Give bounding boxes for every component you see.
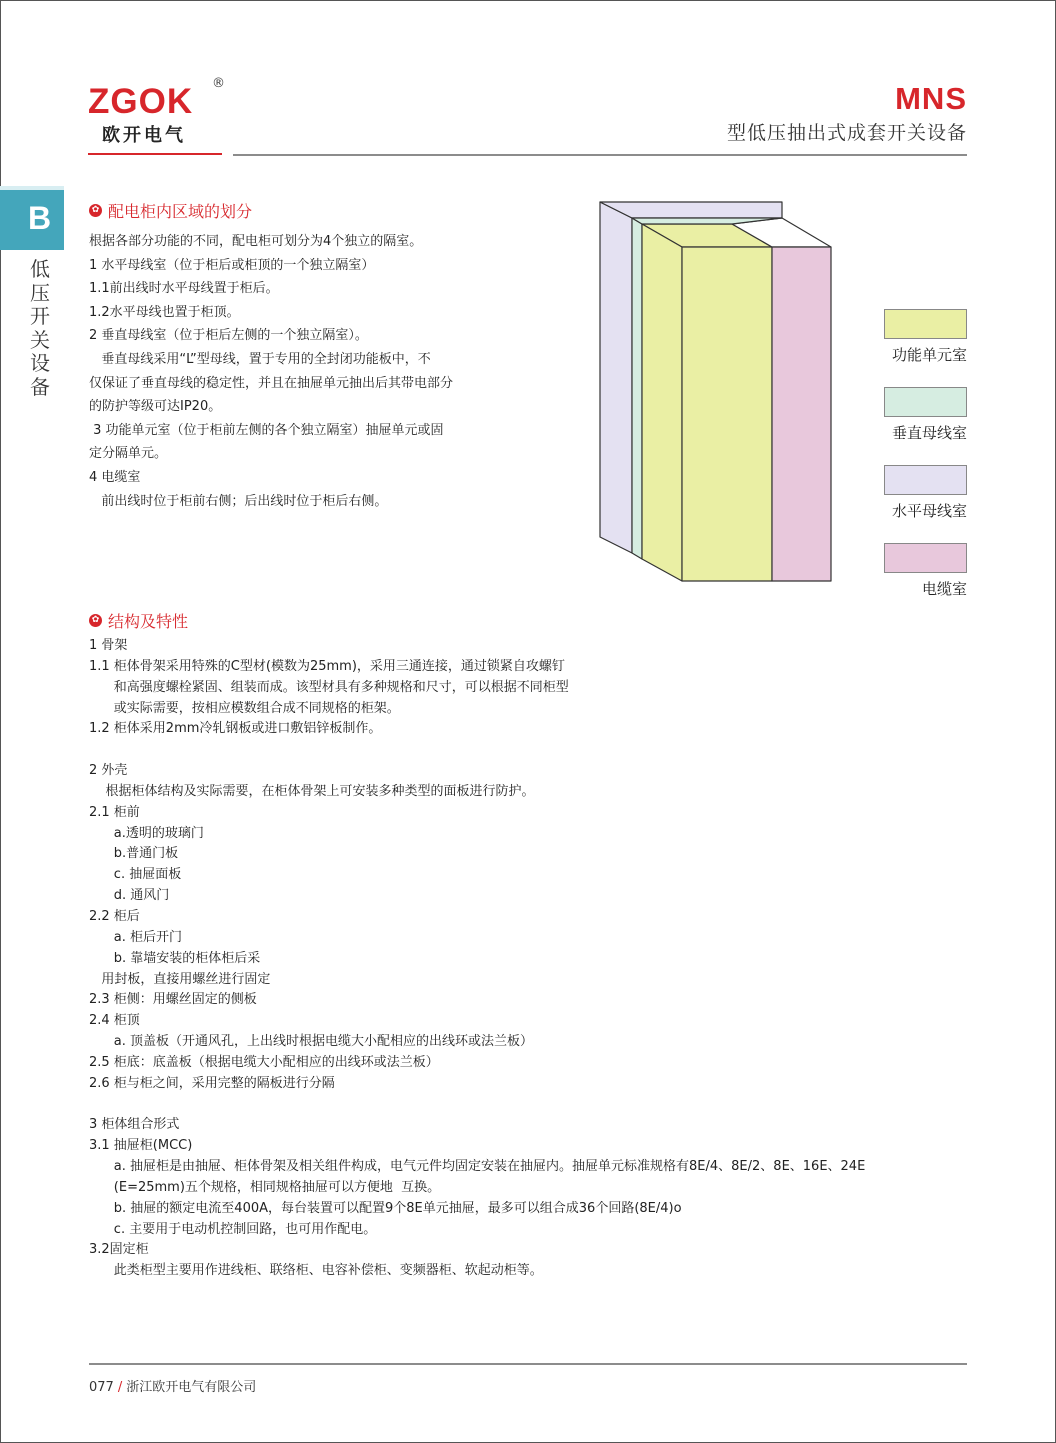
- text-line: 定分隔单元。: [89, 446, 168, 462]
- legend-horizontal-busbar: [876, 465, 972, 521]
- section-heading-structure: [89, 609, 188, 632]
- functional-unit-side: [642, 224, 682, 581]
- legend-label: 功能单元室: [891, 346, 967, 364]
- page-number: 077: [89, 1380, 114, 1395]
- side-tab-letter: B: [0, 190, 64, 250]
- text-line: a.透明的玻璃门: [89, 825, 204, 841]
- text-line: 1.2 柜体采用2mm冷轧钢板或进口敷铝锌板制作。: [89, 721, 382, 737]
- text-line: a. 抽屉柜是由抽屉、柜体骨架及相关组件构成，电气元件均固定安装在抽屉内。抽屉单元标准规格有8E/4、8E/2、8E、16E、24E: [89, 1159, 866, 1175]
- text-line: 的防护等级可达IP20。: [89, 399, 222, 415]
- text-line: c. 主要用于电动机控制回路，也可用作配电。: [89, 1221, 377, 1237]
- brand-logo: [88, 76, 225, 147]
- company-name: 浙江欧开电气有限公司: [126, 1380, 257, 1395]
- text-line: c. 抽屉面板: [89, 867, 182, 883]
- text-line: 2.6 柜与柜之间，采用完整的隔板进行分隔: [89, 1075, 335, 1091]
- text-line: 1.2水平母线也置于柜顶。: [89, 304, 240, 320]
- vertical-busbar-zone: [632, 218, 642, 559]
- star-bullet-icon: ✿: [89, 614, 102, 627]
- text-line: 或实际需要，按相应模数组合成不同规格的柜架。: [89, 700, 400, 716]
- legend-label: 电缆室: [921, 580, 967, 598]
- text-line: 2.5 柜底：底盖板（根据电缆大小配相应的出线环或法兰板）: [89, 1054, 439, 1070]
- text-line: 和高强度螺栓紧固、组装而成。该型材具有多种规格和尺寸，可以根据不同柜型: [89, 679, 569, 695]
- text-line: 2.3 柜侧：用螺丝固定的侧板: [89, 992, 257, 1008]
- text-line: 2.4 柜顶: [89, 1013, 140, 1029]
- text-line: b. 抽屉的额定电流至400A，每台装置可以配置9个8E单元抽屉，最多可以组合成36个回路(8E/4)o: [89, 1200, 682, 1216]
- text-line: 4 电缆室: [89, 469, 141, 485]
- header-rule: [233, 154, 967, 156]
- logo-underline: [88, 153, 222, 155]
- product-name: 型低压抽出式成套开关设备: [726, 122, 967, 144]
- text-line: 2 垂直母线室（位于柜后左侧的一个独立隔室）。: [89, 328, 368, 344]
- legend-label: 水平母线室: [891, 502, 967, 520]
- text-line: b.普通门板: [89, 846, 179, 862]
- footer-separator: /: [117, 1380, 123, 1395]
- text-line: 2 外壳: [89, 763, 128, 779]
- side-tab-label: 低压开关设备: [30, 257, 50, 399]
- functional-unit-front: [682, 247, 772, 581]
- text-line: 3 柜体组合形式: [89, 1117, 180, 1133]
- footer-rule: [89, 1363, 967, 1365]
- text-line: b. 靠墙安装的柜体柜后采: [89, 950, 261, 966]
- text-line: 1.1 柜体骨架采用特殊的C型材(模数为25mm)，采用三通连接，通过锁紧自攻螺钉: [89, 658, 565, 674]
- text-line: [89, 1095, 865, 1116]
- legend-swatch: [884, 387, 967, 417]
- text-line: 此类柜型主要用作进线柜、联络柜、电容补偿柜、变频器柜、软起动柜等。: [89, 1263, 543, 1279]
- text-line: a. 柜后开门: [89, 929, 183, 945]
- horizontal-busbar-zone-top: [600, 202, 782, 218]
- legend-vertical-busbar: [876, 387, 972, 443]
- section-title: 结构及特性: [108, 612, 189, 631]
- text-line: 根据各部分功能的不同，配电柜可划分为4个独立的隔室。: [89, 234, 423, 249]
- cable-zone-front: [772, 247, 831, 581]
- text-line: (E=25mm)五个规格，相同规格抽屉可以方便地 互换。: [89, 1179, 441, 1195]
- section2-body: [89, 636, 865, 1282]
- text-line: 3 功能单元室（位于柜前左侧的各个独立隔室）抽屉单元或固: [89, 422, 444, 438]
- text-line: 1 骨架: [89, 638, 128, 653]
- text-line: 2.2 柜后: [89, 908, 140, 924]
- text-line: 1.1前出线时水平母线置于柜后。: [89, 281, 279, 297]
- text-line: 3.2固定柜: [89, 1242, 149, 1258]
- cabinet-zone-diagram: [598, 198, 838, 584]
- logo-cn-name: 欧开电气: [102, 125, 186, 146]
- text-line: 仅保证了垂直母线的稳定性，并且在抽屉单元抽出后其带电部分: [89, 375, 454, 391]
- section-heading-zones: [89, 199, 252, 222]
- logo-text: ZGOK: [88, 82, 194, 121]
- text-line: a. 顶盖板（开通风孔，上出线时根据电缆大小配相应的出线环或法兰板）: [89, 1034, 534, 1050]
- text-line: 3.1 抽屉柜(MCC): [89, 1138, 193, 1154]
- registered-mark: ®: [212, 76, 225, 91]
- text-line: 2.1 柜前: [89, 804, 140, 820]
- section-title: 配电柜内区域的划分: [108, 202, 253, 221]
- legend-swatch: [884, 309, 967, 339]
- legend-label: 垂直母线室: [891, 424, 967, 442]
- legend-swatch: [884, 543, 967, 573]
- text-line: 1 水平母线室（位于柜后或柜顶的一个独立隔室）: [89, 257, 375, 273]
- text-line: 前出线时位于柜前右侧；后出线时位于柜后右侧。: [89, 493, 388, 509]
- section1-body: [89, 230, 453, 513]
- text-line: 根据柜体结构及实际需要，在柜体骨架上可安装多种类型的面板进行防护。: [89, 783, 535, 799]
- text-line: 垂直母线采用“L”型母线，置于专用的全封闭功能板中，不: [89, 351, 431, 367]
- horizontal-busbar-zone-side: [600, 202, 632, 553]
- text-line: d. 通风门: [89, 888, 170, 904]
- legend-functional-unit: [876, 309, 972, 365]
- star-bullet-icon: ✿: [89, 204, 102, 217]
- footer: [89, 1376, 256, 1395]
- legend-swatch: [884, 465, 967, 495]
- text-line: 用封板，直接用螺丝进行固定: [89, 971, 271, 987]
- text-line: [89, 740, 865, 761]
- product-code: MNS: [895, 81, 967, 116]
- legend-cable-room: [876, 543, 972, 599]
